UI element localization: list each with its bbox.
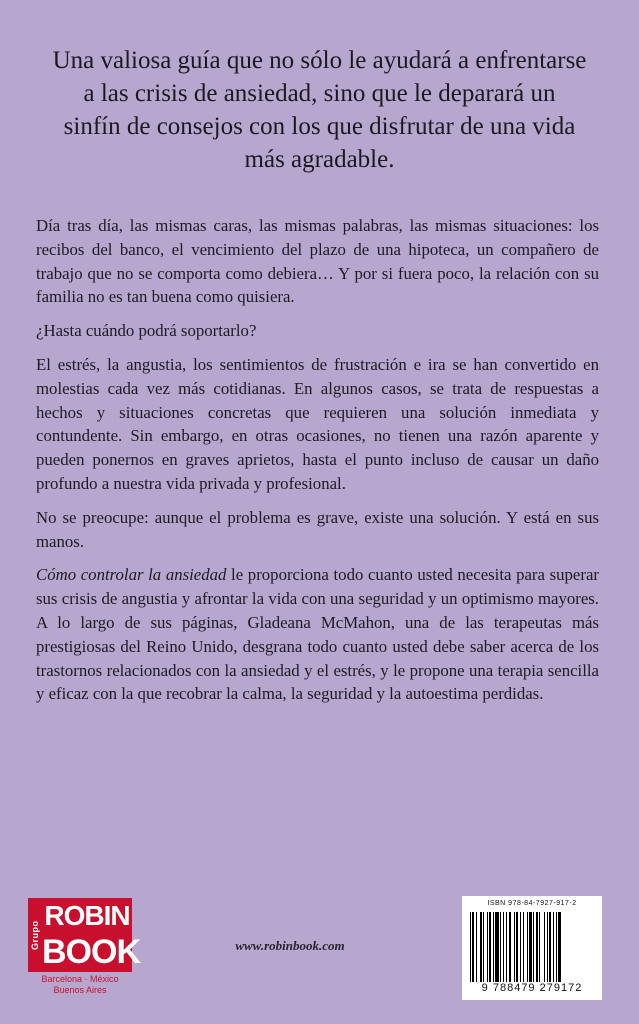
barcode-bar bbox=[549, 912, 551, 982]
barcode-bar bbox=[539, 912, 540, 982]
barcode-bar bbox=[516, 912, 518, 982]
logo-book-text: BOOK bbox=[42, 933, 140, 971]
barcode-bar bbox=[533, 912, 534, 982]
paragraph-solution: No se preocupe: aunque el problema es grave, existe una solución. Y está en sus manos. bbox=[36, 507, 599, 551]
barcode-bar bbox=[536, 912, 538, 982]
barcode-bar bbox=[480, 912, 482, 982]
paragraph-book-summary bbox=[36, 563, 599, 706]
barcode-bar bbox=[483, 912, 484, 982]
barcode-bar bbox=[544, 912, 545, 982]
barcode-bar bbox=[529, 912, 531, 982]
barcode-bar bbox=[547, 912, 548, 982]
paragraph-question: ¿Hasta cuándo podrá soportarlo? bbox=[36, 321, 257, 341]
paragraph-stress: El estrés, la angustia, los sentimientos de frustración e ira se han convertido en molestias cada vez más cotidianas. En algunos casos, se trata de respuestas a hechos y situaciones concretas que requieren una solución inmediata y contundente. Sin embargo, en otras ocasiones, no tienen una razón aparente y pueden ponernos en graves aprietos, hasta el punto incluso de causar un daño profundo a nuestra vida privada y profesional. bbox=[36, 354, 599, 493]
book-title-italic: Cómo controlar la ansiedad bbox=[36, 565, 227, 585]
barcode-box bbox=[462, 896, 602, 1000]
back-cover-description bbox=[36, 214, 599, 716]
barcode-bar bbox=[489, 912, 491, 982]
barcode-bar bbox=[514, 912, 515, 982]
barcode-bar bbox=[487, 912, 488, 982]
paragraph-intro: Día tras día, las mismas caras, las mismas palabras, las mismas situaciones: los recibos del banco, el vencimiento del plazo de una hipoteca, un compañero de trabajo que no se comporta como debiera… Y por si fuera poco, la relación con su familia no es tan buena como quisiera. bbox=[36, 216, 599, 307]
barcode-bar bbox=[493, 912, 494, 982]
barcode-bar bbox=[556, 912, 557, 982]
barcode-bar bbox=[500, 912, 501, 982]
barcode-bar bbox=[470, 912, 471, 982]
barcode-bar bbox=[472, 912, 474, 982]
publisher-website: www.robinbook.com bbox=[235, 938, 345, 953]
book-summary-text: le proporciona todo cuanto usted necesita para superar sus crisis de angustia y afrontar la vida con una seguridad y un optimismo mayores. A lo largo de sus páginas, Gladeana McMahon, una de las terapeutas más prestigiosas del Reino Unido, desgrana todo cuanto usted debe saber acerca de los trastornos relacionados con la ansiedad y el estrés, y le propone una terapia sencilla y eficaz con la que recobrar la calma, la seguridad y la autoestima perdidas. bbox=[36, 565, 599, 704]
ean-digits: 9 788479 279172 bbox=[481, 982, 583, 994]
publisher-cities bbox=[28, 974, 132, 996]
publisher-cities-line-2: Buenos Aires bbox=[53, 985, 107, 995]
barcode-bar bbox=[553, 912, 554, 982]
barcode-bars bbox=[470, 912, 596, 982]
barcode-bar bbox=[506, 912, 507, 982]
publisher-cities-line-1: Barcelona · México bbox=[41, 974, 119, 984]
barcode-bar bbox=[495, 912, 498, 982]
barcode-bar bbox=[503, 912, 504, 982]
barcode-bar bbox=[509, 912, 511, 982]
logo-robin-text: ROBIN bbox=[44, 900, 130, 931]
barcode-bar bbox=[520, 912, 521, 982]
barcode-bar bbox=[523, 912, 524, 982]
back-cover-tagline: Una valiosa guía que no sólo le ayudará a enfrentarse a las crisis de ansiedad, sino que le deparará un sinfín de consejos con los que disfrutar de una vida más agradable. bbox=[52, 47, 587, 173]
barcode-bar bbox=[558, 912, 561, 982]
barcode-bar bbox=[527, 912, 528, 982]
isbn-text: ISBN 978-84-7927-917-2 bbox=[487, 900, 577, 907]
barcode-bar bbox=[476, 912, 477, 982]
logo-grupo-text: Grupo bbox=[30, 920, 40, 950]
publisher-logo-mark bbox=[28, 898, 140, 972]
publisher-logo bbox=[28, 898, 140, 998]
